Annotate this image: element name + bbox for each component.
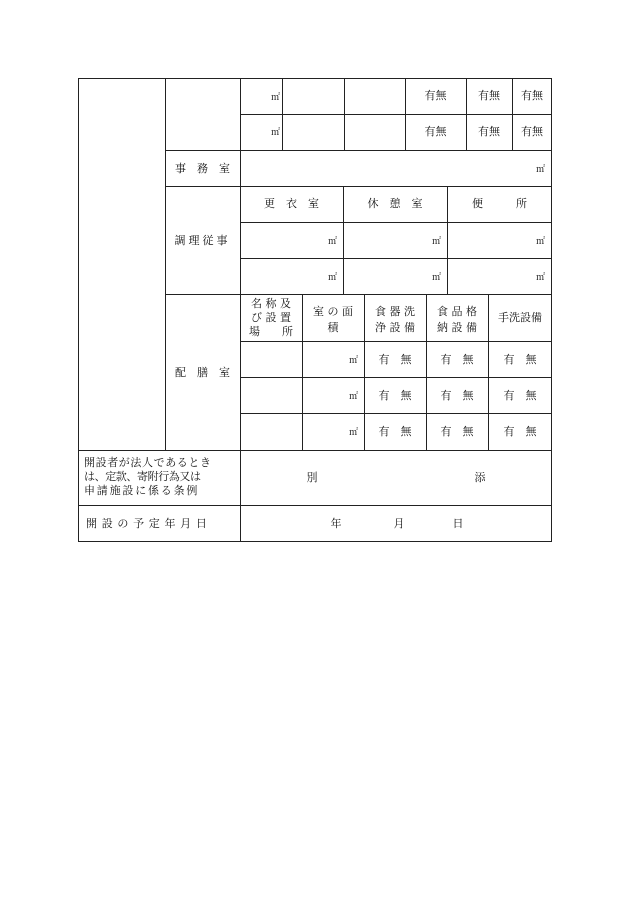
- header-changing-room: 更 衣 室: [264, 197, 319, 210]
- area-unit: ㎡: [270, 128, 280, 138]
- header-name-location: 名 称 及 び 設 置 場 所: [249, 297, 293, 338]
- yes-no: 有無: [478, 89, 500, 102]
- yes-no: 有 無: [440, 425, 474, 438]
- application-form-table: [78, 78, 552, 542]
- header-rest-room: 休 憩 室: [367, 197, 423, 210]
- area-unit: ㎡: [535, 237, 545, 247]
- yes-no: 有 無: [440, 389, 474, 402]
- yes-no: 有 無: [378, 389, 412, 402]
- area-unit: ㎡: [535, 273, 545, 283]
- attachment-right: 添: [474, 471, 486, 484]
- area-unit: ㎡: [327, 273, 337, 283]
- area-unit: ㎡: [348, 356, 358, 366]
- yes-no: 有 無: [378, 425, 412, 438]
- yes-no: 有 無: [503, 389, 537, 402]
- yes-no: 有無: [424, 125, 447, 138]
- yes-no: 有無: [478, 125, 500, 138]
- header-toilet: 便 所: [472, 197, 527, 210]
- yes-no: 有無: [521, 89, 543, 102]
- area-unit: ㎡: [431, 237, 441, 247]
- day-label: 日: [452, 517, 464, 530]
- header-food-storage: 食 品 格 納 設 備: [437, 305, 477, 334]
- area-unit: ㎡: [535, 165, 545, 175]
- planned-date-label: 開 設 の 予 定 年 月 日: [86, 517, 208, 530]
- yes-no: 有無: [424, 89, 447, 102]
- yes-no: 有 無: [503, 425, 537, 438]
- yes-no: 有無: [521, 125, 543, 138]
- yes-no: 有 無: [440, 353, 474, 366]
- year-label: 年: [330, 517, 342, 530]
- corporation-label: 開設者が法人であるとき は、定款、寄附行為又は 申請施設に係る条例: [84, 456, 212, 497]
- area-unit: ㎡: [270, 93, 280, 103]
- attachment-left: 別: [306, 471, 318, 484]
- header-hand-washing: 手洗設備: [498, 311, 542, 324]
- area-unit: ㎡: [348, 392, 358, 402]
- yes-no: 有 無: [503, 353, 537, 366]
- serving-room-label: 配 膳 室: [175, 366, 230, 379]
- area-unit: ㎡: [348, 428, 358, 438]
- month-label: 月: [393, 517, 405, 530]
- header-dish-washing: 食 器 洗 浄 設 備: [375, 305, 415, 334]
- area-unit: ㎡: [327, 237, 337, 247]
- office-label: 事 務 室: [175, 162, 230, 175]
- header-room-area: 室 の 面 積: [313, 305, 353, 334]
- staff-label: 調理従事: [174, 234, 231, 247]
- area-unit: ㎡: [431, 273, 441, 283]
- yes-no: 有 無: [378, 353, 412, 366]
